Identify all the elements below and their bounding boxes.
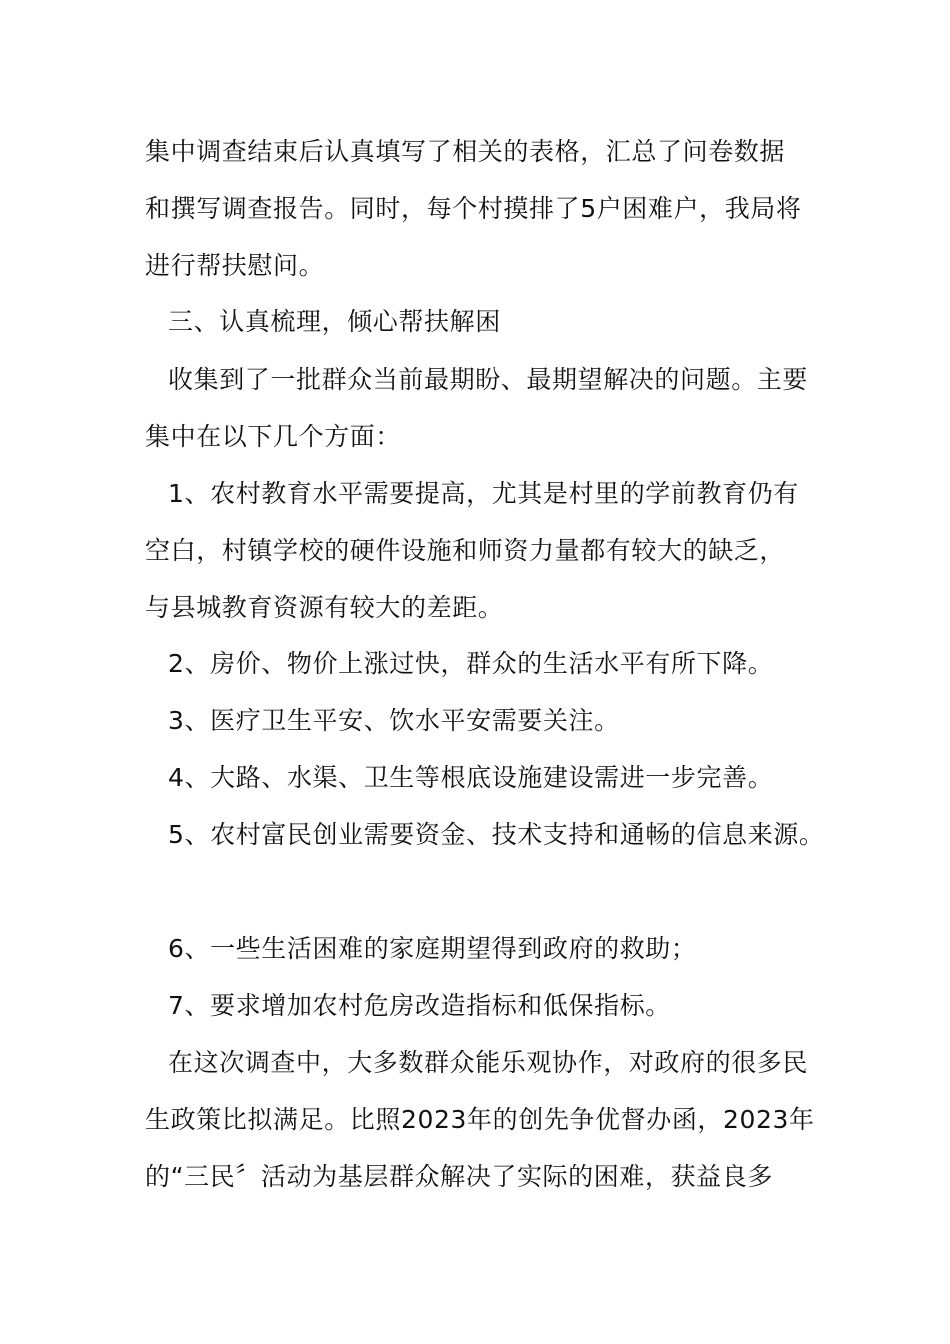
paragraph-line: 生政策比拟满足。比照2023年的创先争优督办函，2023年 bbox=[145, 1105, 815, 1134]
list-item-line: 4、大路、水渠、卫生等根底设施建设需进一步完善。 bbox=[168, 763, 774, 792]
list-item-line: 空白，村镇学校的硬件设施和师资力量都有较大的缺乏， bbox=[145, 536, 786, 565]
list-item-line: 1、农村教育水平需要提高，尤其是村里的学前教育仍有 bbox=[168, 479, 799, 508]
list-item-line: 与县城教育资源有较大的差距。 bbox=[145, 593, 504, 622]
section-heading: 三、认真梳理，倾心帮扶解困 bbox=[168, 307, 501, 336]
list-item-line: 5、农村富民创业需要资金、技术支持和通畅的信息来源。 bbox=[168, 820, 825, 849]
paragraph-line: 的“三民〞活动为基层群众解决了实际的困难，获益良多 bbox=[145, 1162, 773, 1191]
list-item-line: 6、一些生活困难的家庭期望得到政府的救助； bbox=[168, 934, 697, 963]
paragraph-line: 在这次调查中，大多数群众能乐观协作，对政府的很多民 bbox=[168, 1048, 809, 1077]
paragraph-line: 集中在以下几个方面： bbox=[145, 422, 402, 451]
paragraph-line: 进行帮扶慰问。 bbox=[145, 251, 325, 280]
paragraph-line: 集中调查结束后认真填写了相关的表格，汇总了问卷数据 bbox=[145, 137, 786, 166]
list-item-line: 3、医疗卫生平安、饮水平安需要关注。 bbox=[168, 706, 620, 735]
list-item-line: 7、要求增加农村危房改造指标和低保指标。 bbox=[168, 991, 671, 1020]
list-item-line: 2、房价、物价上涨过快，群众的生活水平有所下降。 bbox=[168, 649, 774, 678]
paragraph-line: 和撰写调查报告。同时，每个村摸排了5户困难户，我局将 bbox=[145, 194, 802, 223]
paragraph-line: 收集到了一批群众当前最期盼、最期望解决的问题。主要 bbox=[168, 365, 809, 394]
